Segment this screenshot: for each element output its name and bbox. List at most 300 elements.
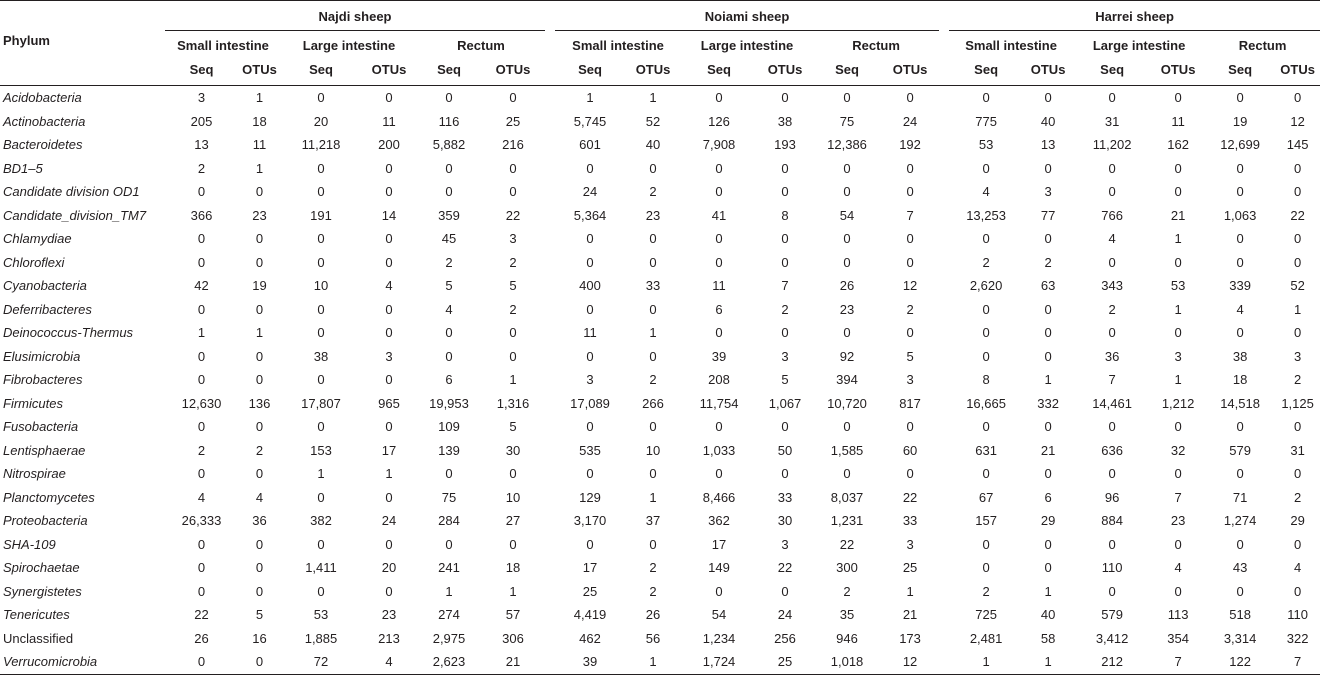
seq-value-cell: 0 — [715, 419, 723, 435]
phylum-name-cell: Lentisphaerae — [3, 442, 86, 458]
seq-value-cell: 535 — [579, 442, 601, 458]
seq-value-cell: 126 — [708, 113, 730, 129]
seq-value-cell: 1,033 — [702, 442, 736, 458]
seq-value-cell: 0 — [317, 419, 325, 435]
table-row — [0, 204, 1320, 228]
seq-value-cell: 579 — [1229, 442, 1251, 458]
seq-value-cell: 153 — [310, 442, 332, 458]
seq-value-cell: 0 — [197, 419, 206, 435]
seq-value-cell: 4 — [982, 184, 990, 200]
seq-value-cell: 20 — [313, 113, 329, 129]
seq-value-cell: 0 — [1236, 254, 1244, 270]
seq-value-cell: 274 — [438, 607, 460, 623]
seq-value-cell: 2,623 — [432, 654, 466, 670]
table-row — [0, 603, 1320, 627]
seq-value-cell: 1,234 — [702, 630, 736, 646]
otus-value-cell: 1 — [649, 90, 657, 106]
otus-value-cell: 0 — [906, 90, 914, 106]
seq-value-cell: 45 — [441, 231, 457, 247]
otus-value-cell: 26 — [645, 607, 661, 623]
site-header: Large intestine — [302, 38, 396, 53]
seq-value-cell: 579 — [1101, 607, 1123, 623]
seq-value-cell: 0 — [445, 325, 453, 341]
seq-value-cell: 241 — [438, 560, 460, 576]
seq-value-cell: 0 — [1236, 90, 1244, 106]
otus-value-cell: 0 — [781, 90, 789, 106]
otus-value-cell: 0 — [509, 536, 517, 552]
seq-value-cell: 7,908 — [702, 137, 736, 153]
seq-value-cell: 5,882 — [432, 137, 466, 153]
otus-value-cell: 0 — [906, 466, 914, 482]
seq-value-cell: 0 — [586, 466, 594, 482]
seq-value-cell: 400 — [579, 278, 601, 294]
otus-value-cell: 32 — [1170, 442, 1186, 458]
seq-value-cell: 4 — [197, 489, 206, 505]
seq-value-cell: 19,953 — [429, 395, 469, 411]
seq-value-cell: 109 — [438, 419, 460, 435]
otus-value-cell: 1 — [509, 583, 517, 599]
phylum-name-cell: Proteobacteria — [3, 513, 88, 529]
seq-value-cell: 17 — [582, 560, 598, 576]
otus-value-cell: 0 — [1293, 160, 1302, 176]
seq-value-cell: 0 — [1108, 90, 1116, 106]
otus-value-cell: 3 — [1044, 184, 1052, 200]
otus-value-cell: 1 — [649, 325, 657, 341]
group-header-harrei: Harrei sheep — [949, 1, 1320, 32]
seq-value-cell: 362 — [708, 513, 730, 529]
otus-value-cell: 23 — [1170, 513, 1186, 529]
otus-value-cell: 0 — [509, 325, 517, 341]
seq-value-cell: 366 — [190, 207, 213, 223]
seq-value-cell: 0 — [843, 90, 851, 106]
otus-value-cell: 25 — [505, 113, 521, 129]
otus-value-cell: 2 — [906, 301, 914, 317]
otus-value-cell: 8 — [781, 207, 789, 223]
seq-value-cell: 26,333 — [181, 513, 222, 529]
otus-value-cell: 7 — [1174, 489, 1182, 505]
otus-value-cell: 0 — [255, 254, 264, 270]
otus-value-cell: 1 — [385, 466, 393, 482]
seq-value-cell: 0 — [982, 90, 990, 106]
otus-value-cell: 173 — [899, 630, 921, 646]
phylum-name-cell: Planctomycetes — [3, 489, 95, 505]
seq-value-cell: 0 — [317, 184, 325, 200]
otus-value-cell: 38 — [777, 113, 793, 129]
table-row — [0, 533, 1320, 557]
seq-value-cell: 54 — [839, 207, 855, 223]
seq-value-cell: 12,630 — [181, 395, 222, 411]
site-header: Large intestine — [1092, 38, 1186, 53]
phylum-header: Phylum — [0, 1, 165, 86]
otus-value-cell: 4 — [1293, 560, 1302, 576]
otus-value-cell: 22 — [777, 560, 793, 576]
seq-value-cell: 39 — [582, 654, 598, 670]
otus-value-cell: 29 — [1040, 513, 1056, 529]
otus-value-cell: 36 — [252, 513, 267, 529]
otus-value-cell: 30 — [505, 442, 521, 458]
seq-value-cell: 149 — [708, 560, 730, 576]
otus-value-cell: 22 — [1290, 207, 1305, 223]
seq-value-cell: 0 — [445, 90, 453, 106]
otus-value-cell: 0 — [649, 466, 657, 482]
seq-value-cell: 0 — [317, 90, 325, 106]
otus-value-cell: 145 — [1286, 137, 1309, 153]
seq-value-cell: 0 — [317, 231, 325, 247]
seq-value-cell: 36 — [1104, 348, 1120, 364]
otus-value-cell: 1 — [1044, 654, 1052, 670]
seq-value-cell: 0 — [843, 419, 851, 435]
site-header: Rectum — [457, 38, 505, 53]
otus-value-cell: 332 — [1037, 395, 1059, 411]
seq-value-cell: 343 — [1101, 278, 1123, 294]
otus-value-cell: 19 — [252, 278, 267, 294]
seq-value-cell: 1,724 — [702, 654, 736, 670]
otus-value-cell: 1 — [509, 372, 517, 388]
otus-value-cell: 213 — [378, 630, 400, 646]
otus-value-cell: 5 — [781, 372, 789, 388]
otus-value-cell: 5 — [509, 278, 517, 294]
otus-value-cell: 24 — [381, 513, 397, 529]
seq-value-cell: 11 — [712, 278, 726, 294]
otus-value-cell: 2 — [509, 254, 517, 270]
otus-value-cell: 2 — [255, 442, 264, 458]
otus-value-cell: 1 — [1174, 301, 1182, 317]
otus-value-cell: 0 — [255, 560, 264, 576]
otus-value-cell: 2 — [1044, 254, 1052, 270]
otus-value-cell: 31 — [1290, 442, 1305, 458]
seq-value-cell: 14,461 — [1092, 395, 1132, 411]
seq-value-cell: 0 — [715, 583, 723, 599]
seq-value-cell: 0 — [1236, 325, 1244, 341]
column-header-otus: OTUs — [495, 62, 531, 77]
seq-value-cell: 462 — [579, 630, 601, 646]
column-header-otus: OTUs — [242, 62, 277, 77]
otus-value-cell: 0 — [385, 231, 393, 247]
seq-value-cell: 0 — [445, 184, 453, 200]
phylum-name-cell: BD1–5 — [3, 160, 43, 176]
seq-value-cell: 0 — [586, 160, 594, 176]
otus-value-cell: 40 — [1040, 607, 1056, 623]
otus-value-cell: 23 — [645, 207, 661, 223]
seq-value-cell: 0 — [715, 325, 723, 341]
table-row — [0, 580, 1320, 604]
seq-value-cell: 0 — [715, 254, 723, 270]
seq-value-cell: 0 — [843, 160, 851, 176]
seq-value-cell: 24 — [582, 184, 598, 200]
seq-value-cell: 0 — [843, 466, 851, 482]
otus-value-cell: 0 — [255, 654, 264, 670]
seq-value-cell: 1 — [982, 654, 990, 670]
seq-value-cell: 5 — [445, 278, 453, 294]
otus-value-cell: 0 — [385, 536, 393, 552]
seq-value-cell: 0 — [317, 254, 325, 270]
phylum-name-cell: Fusobacteria — [3, 419, 79, 435]
otus-value-cell: 22 — [902, 489, 918, 505]
otus-value-cell: 0 — [1174, 466, 1182, 482]
otus-value-cell: 10 — [505, 489, 521, 505]
seq-value-cell: 0 — [843, 184, 851, 200]
site-header: Small intestine — [965, 38, 1057, 53]
otus-value-cell: 0 — [255, 348, 264, 364]
table-row — [0, 462, 1320, 486]
otus-value-cell: 11 — [1171, 113, 1185, 129]
column-header-seq: Seq — [189, 62, 214, 77]
phylum-name-cell: Elusimicrobia — [3, 348, 81, 364]
phylum-name-cell: Verrucomicrobia — [3, 654, 98, 670]
otus-value-cell: 3 — [385, 348, 393, 364]
otus-value-cell: 0 — [1293, 184, 1302, 200]
seq-value-cell: 8 — [982, 372, 990, 388]
seq-value-cell: 2 — [982, 254, 990, 270]
seq-value-cell: 1,274 — [1223, 513, 1257, 529]
otus-value-cell: 25 — [902, 560, 918, 576]
seq-value-cell: 0 — [317, 160, 325, 176]
seq-value-cell: 54 — [711, 607, 727, 623]
otus-value-cell: 57 — [505, 607, 521, 623]
otus-value-cell: 0 — [1044, 560, 1052, 576]
seq-value-cell: 0 — [1108, 419, 1116, 435]
otus-value-cell: 6 — [1044, 489, 1052, 505]
otus-value-cell: 5 — [255, 607, 264, 623]
otus-value-cell: 0 — [1044, 231, 1052, 247]
phylum-name-cell: Candidate division OD1 — [3, 184, 140, 200]
seq-value-cell: 3 — [586, 372, 594, 388]
seq-value-cell: 0 — [715, 231, 723, 247]
seq-value-cell: 0 — [197, 583, 206, 599]
otus-value-cell: 7 — [781, 278, 789, 294]
seq-value-cell: 0 — [982, 325, 990, 341]
column-header-otus: OTUs — [371, 62, 407, 77]
seq-value-cell: 284 — [438, 513, 460, 529]
seq-value-cell: 2 — [197, 160, 206, 176]
otus-value-cell: 0 — [1044, 160, 1052, 176]
seq-value-cell: 38 — [1232, 348, 1248, 364]
column-header-seq: Seq — [1228, 62, 1253, 77]
seq-value-cell: 0 — [1236, 536, 1244, 552]
group-header-najdi: Najdi sheep — [165, 1, 545, 32]
seq-value-cell: 42 — [194, 278, 209, 294]
seq-value-cell: 0 — [982, 419, 990, 435]
otus-value-cell: 0 — [781, 325, 789, 341]
seq-value-cell: 110 — [1101, 560, 1123, 576]
seq-value-cell: 0 — [317, 489, 325, 505]
seq-value-cell: 67 — [978, 489, 994, 505]
seq-value-cell: 41 — [711, 207, 727, 223]
otus-value-cell: 29 — [1290, 513, 1305, 529]
otus-value-cell: 0 — [781, 466, 789, 482]
otus-value-cell: 0 — [649, 536, 657, 552]
otus-value-cell: 21 — [505, 654, 521, 670]
otus-value-cell: 53 — [1170, 278, 1186, 294]
seq-value-cell: 2 — [1108, 301, 1116, 317]
column-header-seq: Seq — [974, 62, 999, 77]
seq-value-cell: 11,218 — [301, 137, 341, 153]
otus-value-cell: 0 — [781, 254, 789, 270]
otus-value-cell: 10 — [645, 442, 661, 458]
otus-value-cell: 0 — [906, 231, 914, 247]
otus-value-cell: 1 — [255, 90, 264, 106]
seq-value-cell: 139 — [438, 442, 460, 458]
otus-value-cell: 27 — [505, 513, 521, 529]
seq-value-cell: 601 — [579, 137, 601, 153]
otus-value-cell: 33 — [645, 278, 661, 294]
otus-value-cell: 1 — [1174, 372, 1182, 388]
seq-value-cell: 11 — [583, 325, 597, 341]
otus-value-cell: 0 — [906, 419, 914, 435]
seq-value-cell: 0 — [1108, 325, 1116, 341]
seq-value-cell: 3,314 — [1223, 630, 1257, 646]
otus-value-cell: 21 — [1040, 442, 1056, 458]
otus-value-cell: 5 — [906, 348, 914, 364]
otus-value-cell: 3 — [509, 231, 517, 247]
table-row — [0, 227, 1320, 251]
seq-value-cell: 394 — [836, 372, 858, 388]
seq-value-cell: 0 — [715, 466, 723, 482]
table-row — [0, 556, 1320, 580]
seq-value-cell: 2 — [445, 254, 453, 270]
table-row — [0, 392, 1320, 416]
seq-value-cell: 4 — [1108, 231, 1116, 247]
seq-value-cell: 0 — [843, 231, 851, 247]
seq-value-cell: 0 — [1236, 419, 1244, 435]
table-row — [0, 439, 1320, 463]
seq-value-cell: 31 — [1104, 113, 1120, 129]
column-header-otus: OTUs — [635, 62, 671, 77]
otus-value-cell: 1 — [906, 583, 914, 599]
otus-value-cell: 0 — [385, 325, 393, 341]
otus-value-cell: 0 — [255, 466, 264, 482]
seq-value-cell: 53 — [313, 607, 329, 623]
seq-value-cell: 157 — [975, 513, 997, 529]
seq-value-cell: 16,665 — [966, 395, 1006, 411]
otus-value-cell: 77 — [1040, 207, 1056, 223]
seq-value-cell: 631 — [975, 442, 997, 458]
seq-value-cell: 0 — [982, 536, 990, 552]
seq-value-cell: 518 — [1229, 607, 1251, 623]
seq-value-cell: 0 — [197, 184, 206, 200]
seq-value-cell: 17,807 — [301, 395, 341, 411]
site-header: Small intestine — [572, 38, 664, 53]
seq-value-cell: 0 — [586, 536, 594, 552]
seq-value-cell: 0 — [445, 160, 453, 176]
otus-value-cell: 3 — [906, 536, 914, 552]
seq-value-cell: 0 — [586, 254, 594, 270]
otus-value-cell: 16 — [252, 630, 267, 646]
otus-value-cell: 0 — [1174, 536, 1182, 552]
otus-value-cell: 1 — [255, 160, 264, 176]
otus-value-cell: 1,067 — [768, 395, 802, 411]
otus-value-cell: 2 — [649, 583, 657, 599]
seq-value-cell: 26 — [839, 278, 855, 294]
table-row — [0, 321, 1320, 345]
table-row — [0, 415, 1320, 439]
seq-value-cell: 75 — [441, 489, 457, 505]
otus-value-cell: 0 — [509, 466, 517, 482]
otus-value-cell: 60 — [902, 442, 918, 458]
otus-value-cell: 2 — [1293, 489, 1302, 505]
seq-value-cell: 72 — [313, 654, 329, 670]
seq-value-cell: 23 — [839, 301, 855, 317]
otus-value-cell: 0 — [1174, 419, 1182, 435]
seq-value-cell: 0 — [843, 325, 851, 341]
phylum-name-cell: Candidate_division_TM7 — [3, 207, 147, 223]
phylum-name-cell: Actinobacteria — [3, 113, 86, 129]
column-header-otus: OTUs — [1030, 62, 1066, 77]
table-row — [0, 86, 1320, 110]
seq-value-cell: 0 — [317, 583, 325, 599]
seq-value-cell: 884 — [1101, 513, 1123, 529]
otus-value-cell: 0 — [255, 184, 264, 200]
seq-value-cell: 208 — [708, 372, 730, 388]
otus-value-cell: 7 — [906, 207, 914, 223]
otus-value-cell: 4 — [385, 654, 393, 670]
otus-value-cell: 1 — [1293, 301, 1302, 317]
seq-value-cell: 17,089 — [570, 395, 610, 411]
seq-value-cell: 3,412 — [1095, 630, 1129, 646]
otus-value-cell: 1,125 — [1281, 395, 1314, 411]
otus-value-cell: 0 — [649, 231, 657, 247]
seq-value-cell: 0 — [197, 654, 206, 670]
seq-value-cell: 300 — [836, 560, 858, 576]
otus-value-cell: 0 — [781, 419, 789, 435]
otus-value-cell: 22 — [505, 207, 521, 223]
phylum-name-cell: SHA-109 — [3, 536, 56, 552]
phylum-name-cell: Spirochaetae — [3, 560, 80, 576]
otus-value-cell: 1 — [1174, 231, 1182, 247]
seq-value-cell: 13,253 — [966, 207, 1006, 223]
otus-value-cell: 136 — [248, 395, 271, 411]
phylum-name-cell: Cyanobacteria — [3, 278, 87, 294]
seq-value-cell: 96 — [1104, 489, 1120, 505]
seq-value-cell: 636 — [1101, 442, 1123, 458]
seq-value-cell: 7 — [1108, 372, 1116, 388]
seq-value-cell: 1,885 — [304, 630, 338, 646]
seq-value-cell: 122 — [1229, 654, 1251, 670]
otus-value-cell: 0 — [1293, 254, 1302, 270]
otus-value-cell: 23 — [381, 607, 397, 623]
seq-value-cell: 71 — [1232, 489, 1248, 505]
phylum-name-cell: Chloroflexi — [3, 254, 65, 270]
column-header-seq: Seq — [707, 62, 731, 77]
otus-value-cell: 0 — [509, 160, 517, 176]
otus-value-cell: 0 — [385, 90, 393, 106]
seq-value-cell: 0 — [1108, 160, 1116, 176]
seq-value-cell: 18 — [1232, 372, 1248, 388]
seq-value-cell: 4 — [445, 301, 453, 317]
otus-value-cell: 4 — [1174, 560, 1182, 576]
otus-value-cell: 0 — [385, 184, 393, 200]
seq-value-cell: 5,364 — [573, 207, 607, 223]
otus-value-cell: 110 — [1287, 607, 1308, 623]
seq-value-cell: 946 — [836, 630, 858, 646]
seq-value-cell: 6 — [715, 301, 723, 317]
otus-value-cell: 306 — [502, 630, 524, 646]
seq-value-cell: 0 — [317, 301, 325, 317]
seq-value-cell: 8,466 — [702, 489, 736, 505]
otus-value-cell: 40 — [645, 137, 661, 153]
seq-value-cell: 191 — [310, 207, 332, 223]
seq-value-cell: 38 — [313, 348, 329, 364]
otus-value-cell: 1 — [1044, 372, 1052, 388]
otus-value-cell: 0 — [1293, 90, 1302, 106]
seq-value-cell: 53 — [978, 137, 994, 153]
phylum-name-cell: Tenericutes — [3, 607, 70, 623]
otus-value-cell: 0 — [255, 583, 264, 599]
site-header: Rectum — [852, 38, 900, 53]
otus-value-cell: 0 — [385, 160, 393, 176]
otus-value-cell: 0 — [255, 419, 264, 435]
otus-value-cell: 1,316 — [496, 395, 530, 411]
